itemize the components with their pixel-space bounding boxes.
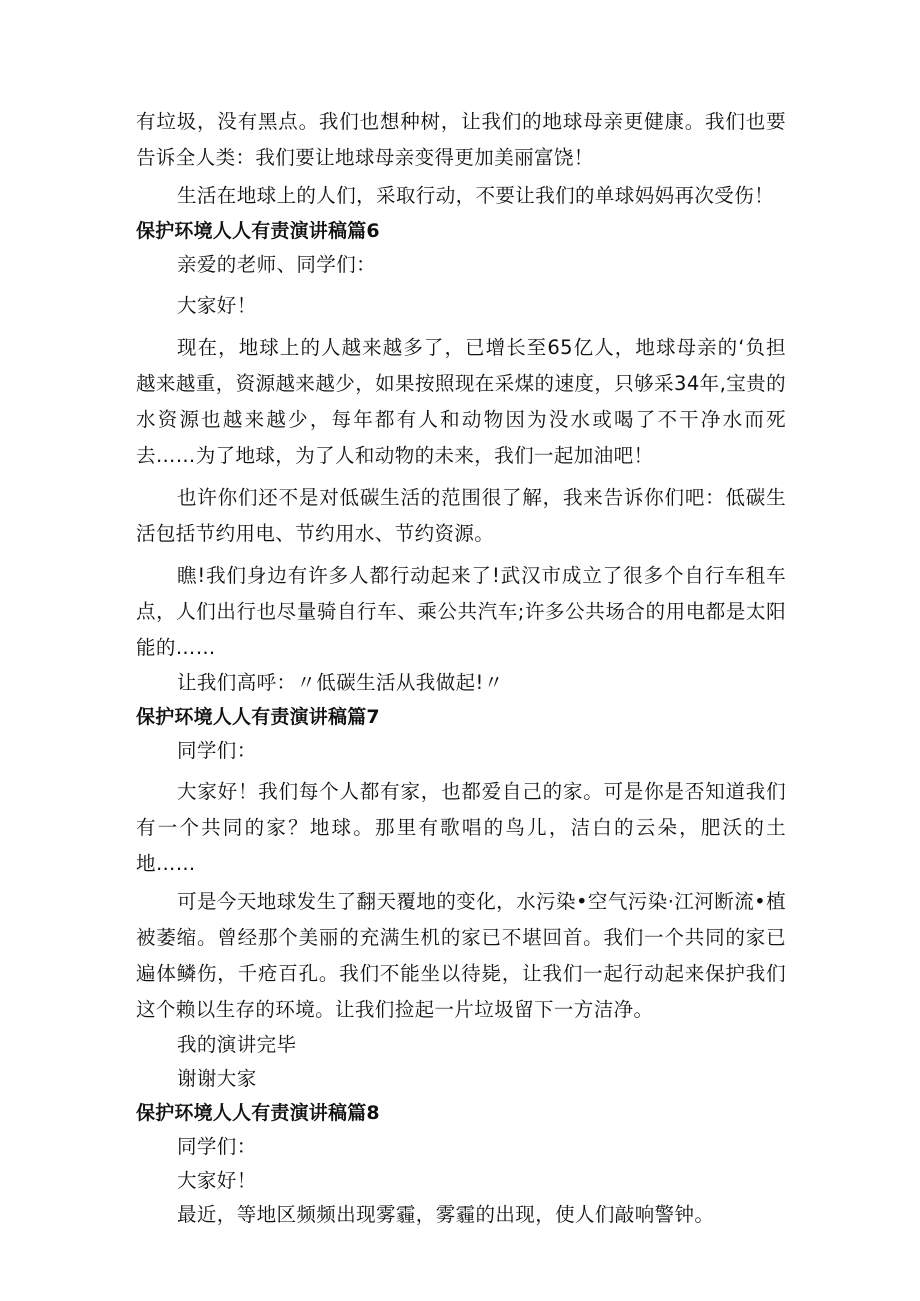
paragraph: 大家好！我们每个人都有家，也都爱自己的家。可是你是否知道我们有一个共同的家？地球。那里有歌唱的鸟儿，洁白的云朵，肥沃的土地…… <box>136 780 786 875</box>
paragraph: 瞧!我们身边有许多人都行动起来了!武汉市成立了很多个自行车租车点，人们出行也尽量骑自行车、乘公共汽车;许多公共场合的用电都是太阳能的…… <box>136 564 786 659</box>
paragraph: 谢谢大家 <box>177 1067 257 1090</box>
section-heading: 保护环境人人有责演讲稿篇8 <box>136 1102 380 1124</box>
paragraph: 最近，等地区频频出现雾霾，雾霾的出现，使人们敲响警钟。 <box>177 1203 715 1226</box>
paragraph: 生活在地球上的人们，采取行动，不要让我们的单球妈妈再次受伤！ <box>177 184 775 207</box>
paragraph: 同学们： <box>177 739 257 762</box>
paragraph: 现在，地球上的人越来越多了，已增长至65亿人，地球母亲的‘负担越来越重，资源越来越少，如果按照现在采煤的速度，只够采34年,宝贵的水资源也越来越少，每年都有人和动物因为没水或喝了不干净水而死去……为了地球，为了人和动物的未来，我们一起加油吧！ <box>136 336 786 467</box>
paragraph: 大家好！ <box>177 1169 257 1192</box>
section-heading: 保护环境人人有责演讲稿篇6 <box>136 220 380 242</box>
paragraph: 亲爱的老师、同学们： <box>177 253 377 276</box>
paragraph: 同学们： <box>177 1135 257 1158</box>
paragraph: 我的演讲完毕 <box>177 1033 297 1056</box>
document-page <box>136 104 786 1232</box>
paragraph: 有垃圾，没有黑点。我们也想种树，让我们的地球母亲更健康。我们也要告诉全人类：我们要让地球母亲变得更加美丽富饶！ <box>136 110 786 169</box>
paragraph: 也许你们还不是对低碳生活的范围很了解，我来告诉你们吧：低碳生活包括节约用电、节约用水、节约资源。 <box>136 486 786 545</box>
paragraph: 让我们高呼：〃低碳生活从我做起!〃 <box>177 671 504 694</box>
paragraph: 可是今天地球发生了翻天覆地的变化，水污染•空气污染·江河断流•植被萎缩。曾经那个美丽的充满生机的家已不堪回首。我们一个共同的家已遍体鳞伤，千疮百孔。我们不能坐以待毙，让我们一起行动起来保护我们这个赖以生存的环境。让我们捡起一片垃圾留下一方洁净。 <box>136 890 786 1021</box>
paragraph: 大家好！ <box>177 294 257 317</box>
section-heading: 保护环境人人有责演讲稿篇7 <box>136 706 380 728</box>
